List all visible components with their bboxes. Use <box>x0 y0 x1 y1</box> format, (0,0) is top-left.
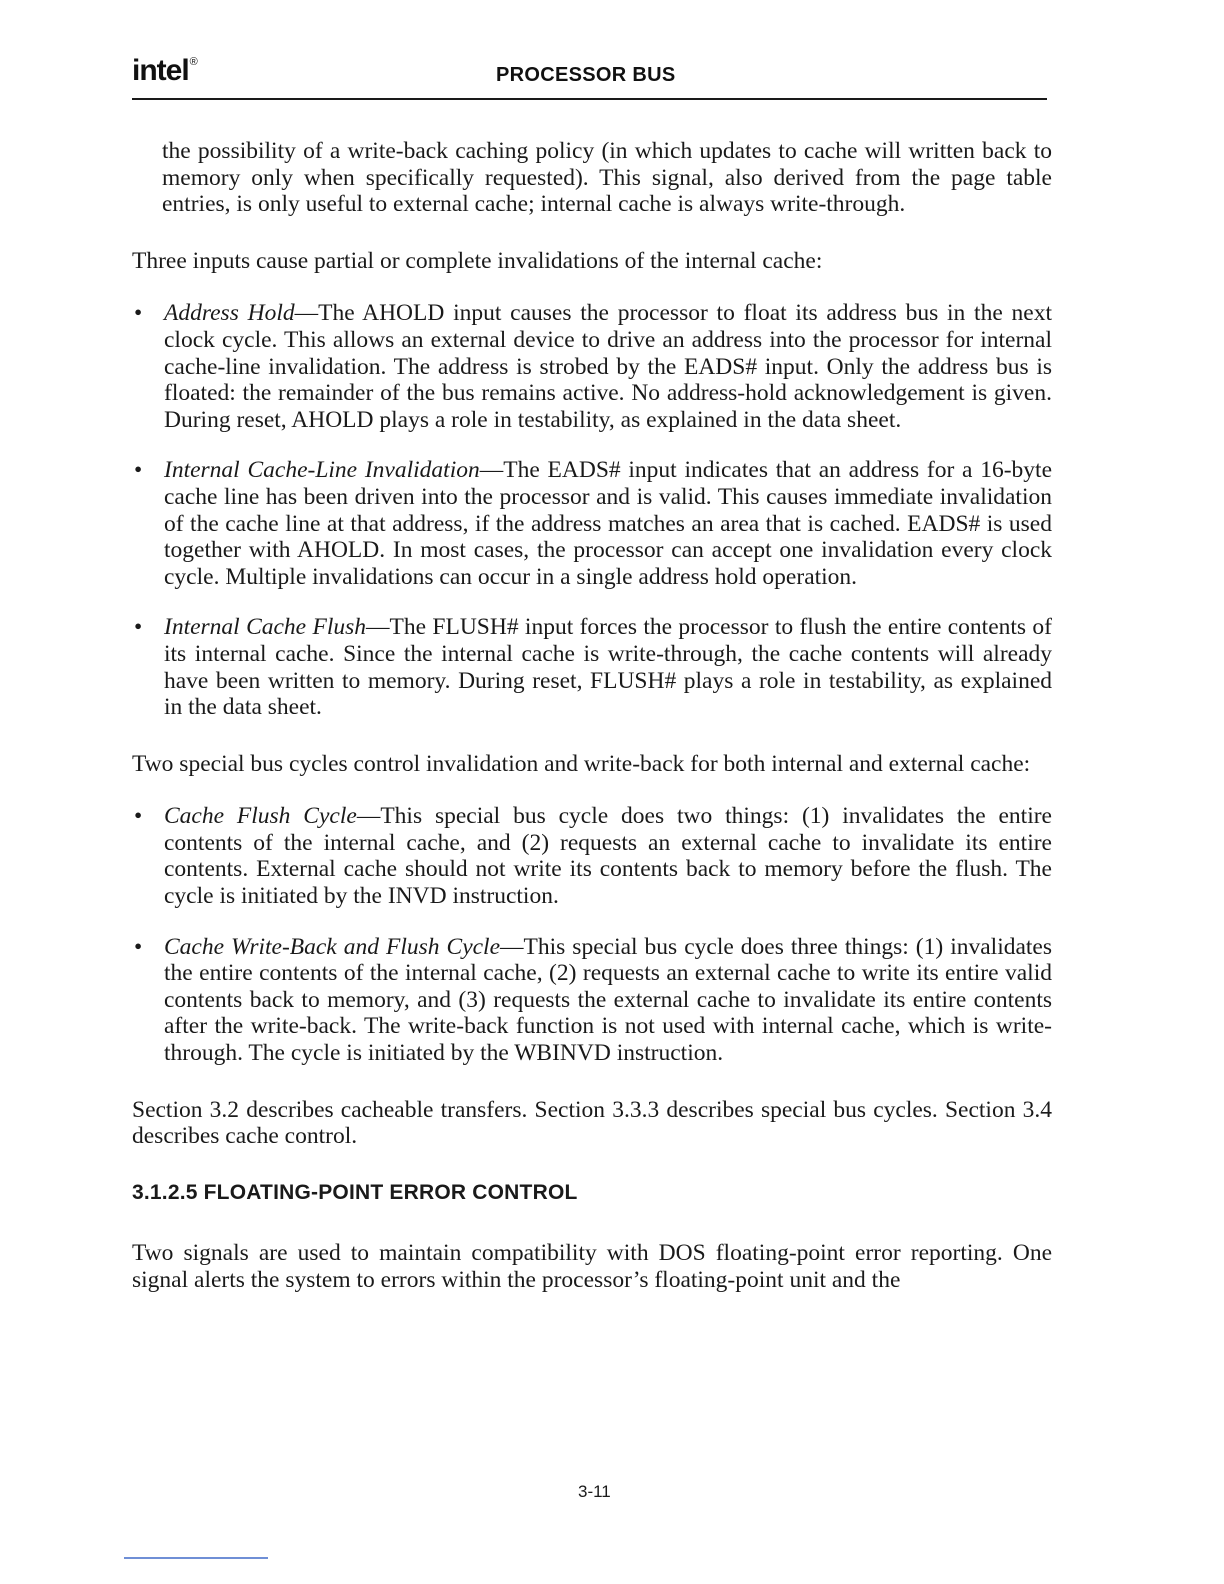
page-body <box>132 138 1052 1294</box>
cycles-intro: Two special bus cycles control invalidation and write-back for both internal and external cache: <box>132 750 1031 777</box>
logo-text: intel <box>132 54 189 87</box>
header-title: PROCESSOR BUS <box>496 64 676 86</box>
em-dash: — <box>479 457 504 484</box>
item-text: This special bus cycle does two things: (1) invalidates the entire contents of the internal cache, and (2) requests an external cache to invalidate its entire contents. External cache should not write its contents back to memory before the flush. The cycle is initiated by the INVD instruction. <box>164 803 1052 910</box>
item-term: Cache Write-Back and Flush Cycle <box>164 933 501 960</box>
item-text: This special bus cycle does three things: (1) invalidates the entire contents of the internal cache, (2) requests an external cache to write its entire valid contents back to memory, and (3) requests the external cache to invalidate its entire contents after the write-back. The write-back function is not used with internal cache, which is write-through. The cycle is initiated by the WBINVD instruction. <box>164 933 1053 1067</box>
fp-error-paragraph: Two signals are used to maintain compatibility with DOS floating-point error reporting. One signal alerts the system to errors within the processor’s floating-point unit and the <box>132 1240 1052 1293</box>
item-term: Cache Flush Cycle <box>164 803 357 830</box>
intro-continuation: the possibility of a write-back caching policy (in which updates to cache will written back to memory only when specifically requested). This signal, also derived from the page table entries, is only useful to external cache; internal cache is always write-through. <box>162 138 1052 218</box>
em-dash: — <box>500 933 524 960</box>
item-text: The AHOLD input causes the processor to float its address bus in the next clock cycle. This allows an external device to drive an address into the processor for internal cache-line invalidation. The address is strobed by the EADS# input. Only the address bus is floated: the remainder of the bus remains active. No address-hold acknowledgement is given. During reset, AHOLD plays a role in testability, as explained in the data sheet. <box>164 300 1052 433</box>
item-term: Address Hold <box>164 300 295 327</box>
inputs-list <box>132 300 1052 720</box>
item-text: The EADS# input indicates that an address for a 16-byte cache line has been driven into the processor and is valid. This causes immediate invalidation of the cache line at that address, if the address matches an area that is cached. EADS# is used together with AHOLD. In most cases, the processor can accept one invalidation every clock cycle. Multiple invalidations can occur in a single address hold operation. <box>164 457 1052 590</box>
bullet-icon: • <box>134 933 143 960</box>
bullet-icon: • <box>134 300 143 327</box>
section-heading: 3.1.2.5 FLOATING-POINT ERROR CONTROL <box>132 1180 578 1204</box>
bullet-icon: • <box>134 457 143 484</box>
bullet-icon: • <box>134 614 143 641</box>
list-item <box>132 614 1052 720</box>
em-dash: — <box>366 614 390 641</box>
inputs-intro: Three inputs cause partial or complete invalidations of the internal cache: <box>132 247 823 274</box>
page-header <box>132 52 1047 100</box>
list-item <box>132 457 1052 590</box>
list-item <box>132 934 1052 1067</box>
sections-reference: Section 3.2 describes cacheable transfers. Section 3.3.3 describes special bus cycles. Section 3.4 describes cache control. <box>132 1096 1052 1150</box>
intel-logo <box>132 54 197 88</box>
list-item <box>132 803 1052 909</box>
registered-mark: ® <box>189 56 197 68</box>
em-dash: — <box>356 803 381 830</box>
list-item <box>132 300 1052 433</box>
bullet-icon: • <box>134 803 143 830</box>
cycles-list <box>132 803 1052 1066</box>
item-term: Internal Cache Flush <box>164 614 366 641</box>
footer-rule <box>124 1557 268 1559</box>
em-dash: — <box>294 300 319 327</box>
item-text: The FLUSH# input forces the processor to flush the entire contents of its internal cache. Since the internal cache is write-through, the cache contents will already have been written to memory. During reset, FLUSH# plays a role in testability, as explained in the data sheet. <box>164 614 1052 721</box>
page-number: 3-11 <box>578 1482 611 1501</box>
item-term: Internal Cache-Line Invalidation <box>164 457 480 484</box>
